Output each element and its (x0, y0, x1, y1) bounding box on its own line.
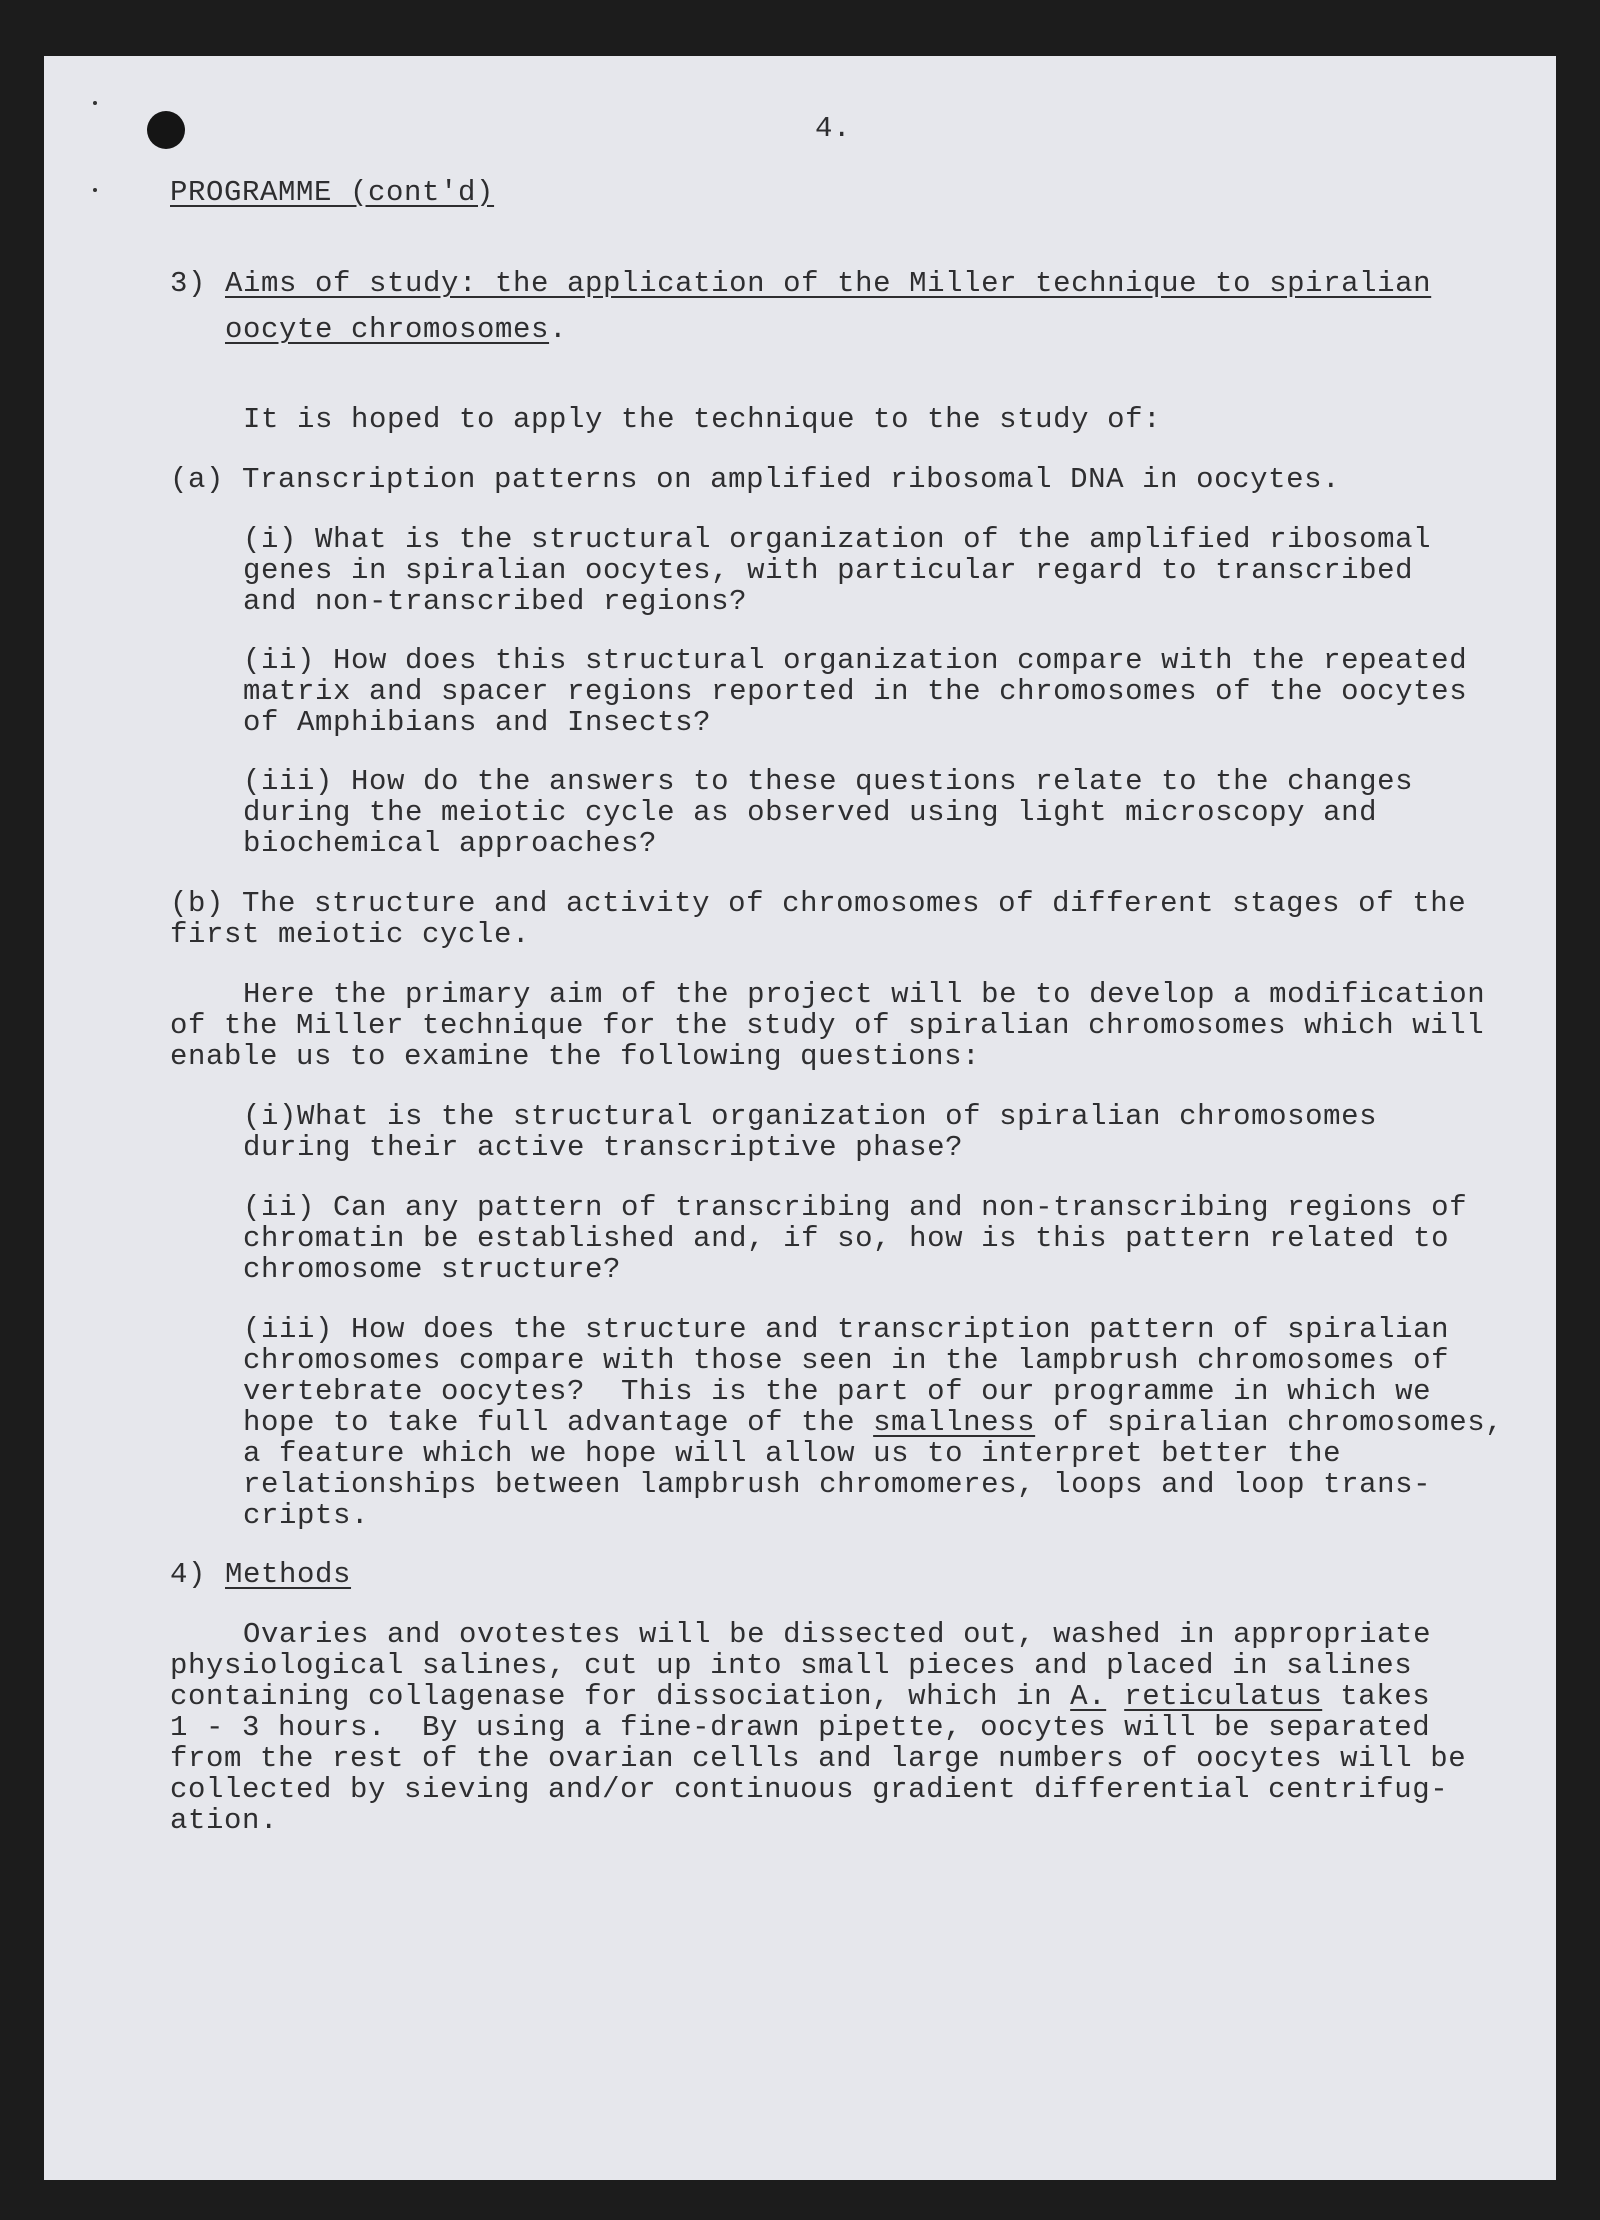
b-question-3-line: relationships between lampbrush chromomeres, loops and loop trans- (243, 1468, 1432, 1501)
methods-text: takes (1322, 1680, 1431, 1713)
methods-line: from the rest of the ovarian cellls and large numbers of oocytes will be (170, 1742, 1467, 1775)
b-question-3-line: cripts. (243, 1499, 370, 1532)
section-3-number: 3) (170, 267, 207, 300)
a-question-2-line: matrix and spacer regions reported in the chromosomes of the oocytes (243, 675, 1468, 708)
methods-text (1106, 1680, 1124, 1713)
item-a: (a) Transcription patterns on amplified ribosomal DNA in oocytes. (170, 463, 1341, 496)
b-question-3-line (243, 1407, 1503, 1438)
b-intro-line: of the Miller technique for the study of spiralian chromosomes which will (170, 1009, 1485, 1042)
b-question-3-text: hope to take full advantage of the (243, 1406, 874, 1439)
b-question-2-line: chromatin be established and, if so, how is this pattern related to (243, 1222, 1450, 1255)
item-b-line: first meiotic cycle. (170, 918, 531, 951)
page-header: PROGRAMME (cont'd) (170, 176, 495, 209)
a-question-2-line: (ii) How does this structural organization compare with the repeated (243, 644, 1468, 677)
b-question-3-line: chromosomes compare with those seen in the lampbrush chromosomes of (243, 1344, 1450, 1377)
genus-abbrev-underlined: A. (1070, 1680, 1107, 1713)
section-4-title: Methods (225, 1558, 352, 1591)
b-question-3-line: vertebrate oocytes? This is the part of our programme in which we (243, 1375, 1432, 1408)
methods-line: 1 - 3 hours. By using a fine-drawn pipette, oocytes will be separated (170, 1711, 1431, 1744)
page-number: 4. (815, 112, 852, 145)
speck (93, 188, 97, 192)
section-3-title-line2 (225, 314, 567, 345)
item-b-line: (b) The structure and activity of chromosomes of different stages of the (170, 887, 1467, 920)
species-underlined: reticulatus (1124, 1680, 1323, 1713)
punch-hole (147, 111, 185, 149)
a-question-3-line: (iii) How do the answers to these questions relate to the changes (243, 765, 1414, 798)
section-3-title-line1: Aims of study: the application of the Miller technique to spiralian (225, 267, 1432, 300)
b-question-3-text: of spiralian chromosomes, (1035, 1406, 1504, 1439)
b-question-1-line: during their active transcriptive phase? (243, 1131, 964, 1164)
a-question-1-line: and non-transcribed regions? (243, 585, 748, 618)
methods-line: ation. (170, 1804, 279, 1837)
methods-line: collected by sieving and/or continuous gradient differential centrifug- (170, 1773, 1449, 1806)
section-4-number: 4) (170, 1558, 207, 1591)
b-intro-line: Here the primary aim of the project will be to develop a modification (243, 978, 1486, 1011)
a-question-1-line: (i) What is the structural organization of the amplified ribosomal (243, 523, 1432, 556)
b-question-3-line: a feature which we hope will allow us to interpret better the (243, 1437, 1342, 1470)
speck (93, 101, 97, 105)
smallness-underlined: smallness (873, 1406, 1036, 1439)
intro-sentence: It is hoped to apply the technique to the study of: (243, 403, 1162, 436)
b-question-3-line: (iii) How does the structure and transcription pattern of spiralian (243, 1313, 1450, 1346)
b-intro-line: enable us to examine the following questions: (170, 1040, 981, 1073)
a-question-3-line: during the meiotic cycle as observed using light microscopy and (243, 796, 1378, 829)
a-question-1-line: genes in spiralian oocytes, with particular regard to transcribed (243, 554, 1414, 587)
section-3-title-line2-text: oocyte chromosomes (225, 313, 550, 346)
methods-line: physiological salines, cut up into small pieces and placed in salines (170, 1649, 1413, 1682)
b-question-2-line: chromosome structure? (243, 1253, 622, 1286)
section-3-title-end: . (549, 313, 568, 346)
methods-line: Ovaries and ovotestes will be dissected out, washed in appropriate (243, 1618, 1432, 1651)
methods-line (170, 1681, 1430, 1712)
b-question-2-line: (ii) Can any pattern of transcribing and non-transcribing regions of (243, 1191, 1468, 1224)
a-question-3-line: biochemical approaches? (243, 827, 658, 860)
a-question-2-line: of Amphibians and Insects? (243, 706, 712, 739)
b-question-1-line: (i)What is the structural organization of spiralian chromosomes (243, 1100, 1378, 1133)
methods-text: containing collagenase for dissociation, which in (170, 1680, 1071, 1713)
